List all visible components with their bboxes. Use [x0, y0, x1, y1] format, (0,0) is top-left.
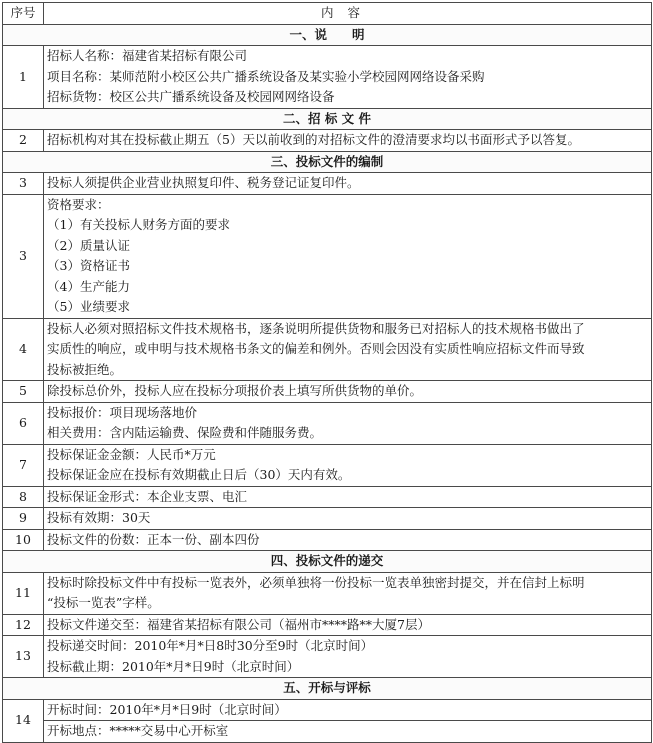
row-content [44, 381, 652, 403]
table-row [3, 508, 652, 530]
section-header-row [3, 24, 652, 46]
section-title: 二、招 标 文 件 [3, 108, 652, 130]
row-number: 12 [3, 614, 44, 636]
section-header-row [3, 151, 652, 173]
content-line: 相关费用：含内陆运输费、保险费和伴随服务费。 [47, 425, 323, 440]
row-number: 6 [3, 402, 44, 444]
content-line: （3）资格证书 [47, 258, 130, 273]
content-line: 投标文件递交至：福建省某招标有限公司（福州市****路**大厦7层） [47, 616, 430, 632]
row-number: 8 [3, 486, 44, 508]
content-line: 实质性的响应，或申明与技术规格书条文的偏差和例外。否则会因没有实质性响应招标文件而导致 [47, 341, 585, 356]
content-line: （4）生产能力 [47, 278, 130, 294]
row-content [44, 636, 652, 678]
table-row [3, 46, 652, 109]
row-number: 13 [3, 636, 44, 678]
table-row [3, 636, 652, 678]
table-row [3, 194, 652, 318]
content-line: 投标文件的份数：正本一份、副本四份 [47, 531, 260, 547]
table-row [3, 529, 652, 551]
table-row [3, 572, 652, 614]
content-line: 除投标总价外，投标人应在投标分项报价表上填写所供货物的单价。 [47, 383, 423, 398]
content-line: 招标机构对其在投标截止期五（5）天以前收到的对招标文件的澄清要求均以书面形式予以答复。 [47, 132, 580, 147]
bid-invitation-document [2, 2, 651, 743]
section-header-row [3, 108, 652, 130]
content-line: （5）业绩要求 [47, 299, 130, 314]
table-row [3, 402, 652, 444]
row-number: 7 [3, 444, 44, 486]
content-line: （2）质量认证 [47, 237, 130, 253]
row-content [44, 614, 652, 636]
section-title: 一、说 明 [3, 24, 652, 46]
row-content [44, 130, 652, 152]
bid-info-table [2, 2, 652, 743]
content-line: 招标人名称：福建省某招标有限公司 [47, 48, 248, 63]
content-line: 招标货物：校区公共广播系统设备及校园网网络设备 [47, 89, 335, 104]
table-header-row [3, 3, 652, 25]
row-number: 11 [3, 572, 44, 614]
row-content [44, 508, 652, 530]
content-line: 资格要求： [47, 196, 110, 212]
row-number: 9 [3, 508, 44, 530]
row-number: 10 [3, 529, 44, 551]
content-line: 投标人须提供企业营业执照复印件、税务登记证复印件。 [47, 175, 360, 190]
row-number: 3 [3, 194, 44, 318]
row-content [44, 529, 652, 551]
content-line: 开标地点：*****交易中心开标室 [47, 723, 229, 738]
row-number: 3 [3, 173, 44, 195]
section-title: 四、投标文件的递交 [3, 551, 652, 573]
row-content [44, 173, 652, 195]
content-line: 投标递交时间：2010年*月*日8时30分至9时（北京时间） [47, 638, 374, 653]
table-body [3, 24, 652, 742]
content-line: “投标一览表”字样。 [47, 595, 160, 610]
table-row [3, 444, 652, 486]
row-number: 14 [3, 699, 44, 742]
content-line: 投标有效期：30天 [47, 510, 151, 525]
content-line: 投标被拒绝。 [47, 361, 123, 377]
content-line: 投标保证金应在投标有效期截止日后（30）天内有效。 [47, 467, 351, 482]
row-content [44, 572, 652, 614]
row-number: 1 [3, 46, 44, 109]
header-number: 序号 [3, 3, 44, 25]
row-content [44, 721, 652, 743]
header-content: 内容 [44, 3, 652, 25]
table-row [3, 699, 652, 721]
row-content [44, 402, 652, 444]
row-content [44, 444, 652, 486]
table-row [3, 130, 652, 152]
content-line: （1）有关投标人财务方面的要求 [47, 217, 230, 232]
section-title: 五、开标与评标 [3, 678, 652, 700]
content-line: 投标保证金形式：本企业支票、电汇 [47, 488, 248, 504]
row-content [44, 194, 652, 318]
content-line: 投标保证金金额：人民币*万元 [47, 446, 216, 462]
content-line: 项目名称：某师范附小校区公共广播系统设备及某实验小学校园网网络设备采购 [47, 68, 485, 84]
row-content [44, 486, 652, 508]
section-title: 三、投标文件的编制 [3, 151, 652, 173]
row-content [44, 699, 652, 721]
table-row [3, 318, 652, 381]
row-number: 2 [3, 130, 44, 152]
content-line: 投标人必须对照招标文件技术规格书，逐条说明所提供货物和服务已对招标人的技术规格书做出了 [47, 320, 585, 336]
section-header-row [3, 678, 652, 700]
row-number: 5 [3, 381, 44, 403]
row-content [44, 318, 652, 381]
table-row [3, 381, 652, 403]
table-row [3, 486, 652, 508]
content-line: 投标时除投标文件中有投标一览表外，必须单独将一份投标一览表单独密封提交，并在信封上标明 [47, 574, 585, 590]
content-line: 投标截止期：2010年*月*日9时（北京时间） [47, 658, 300, 674]
row-number: 4 [3, 318, 44, 381]
content-line: 投标报价：项目现场落地价 [47, 404, 198, 420]
table-row [3, 721, 652, 743]
table-row [3, 614, 652, 636]
table-row [3, 173, 652, 195]
content-line: 开标时间：2010年*月*日9时（北京时间） [47, 701, 287, 717]
section-header-row [3, 551, 652, 573]
row-content [44, 46, 652, 109]
